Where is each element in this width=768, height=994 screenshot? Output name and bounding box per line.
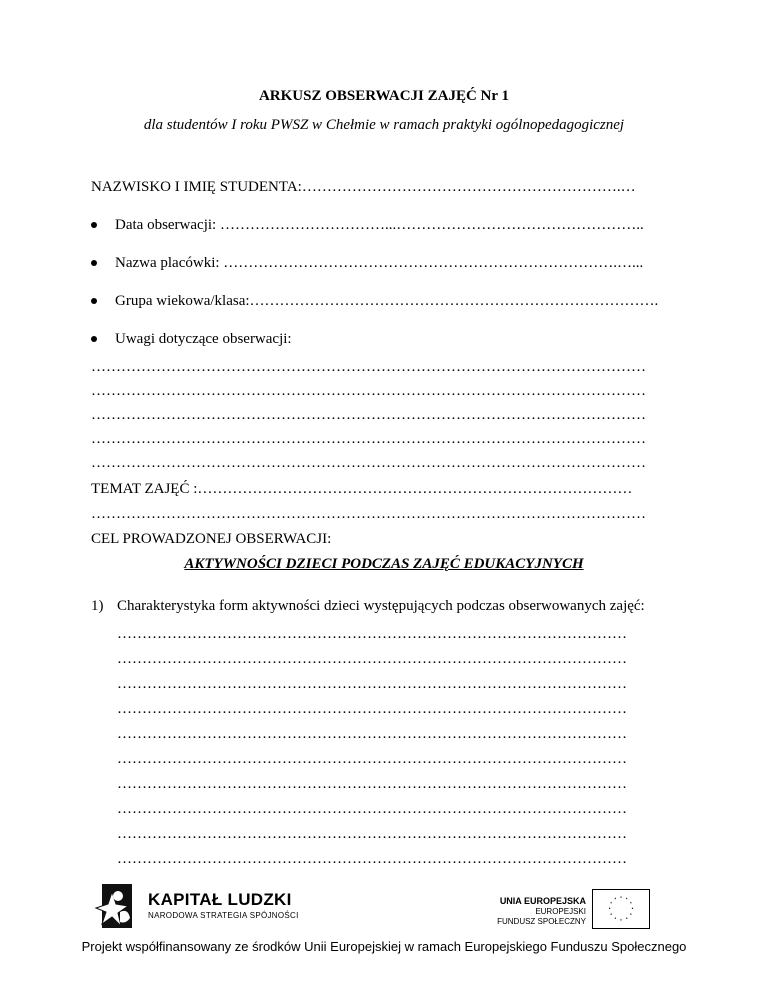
answer-line: ………………………………………………………………………………………… — [117, 726, 627, 742]
bullet-dot-icon — [91, 336, 97, 342]
bullet-row-date — [115, 216, 644, 234]
bullet-row-remarks — [115, 330, 292, 348]
topic-row — [91, 480, 632, 498]
facility-name-label: Nazwa placówki: — [115, 255, 220, 271]
bullet-dot-icon — [91, 298, 97, 304]
footer-caption: Projekt współfinansowany ze środków Unii Europejskiej w ramach Europejskiego Funduszu Społecznego — [81, 939, 687, 954]
bullet-dot-icon — [91, 260, 97, 266]
topic-field: …………………………………………………………………………… — [197, 481, 633, 497]
remarks-line: ………………………………………………………………………………………………… — [91, 383, 646, 399]
remarks-line: ………………………………………………………………………………………………… — [91, 431, 646, 447]
answer-line: ………………………………………………………………………………………… — [117, 626, 627, 642]
age-group-label: Grupa wiekowa/klasa: — [115, 293, 250, 309]
observation-date-field: ……………………………...………………………………………….. — [216, 217, 644, 233]
kapital-ludzki-subtitle: NARODOWA STRATEGIA SPÓJNOŚCI — [148, 911, 299, 920]
section-heading: AKTYWNOŚCI DZIECI PODCZAS ZAJĘĆ EDUKACYJNYCH — [184, 556, 584, 572]
remarks-line: ………………………………………………………………………………………………… — [91, 359, 646, 375]
answer-line: ………………………………………………………………………………………… — [117, 851, 627, 867]
answer-line: ………………………………………………………………………………………… — [117, 801, 627, 817]
bullet-dot-icon — [91, 222, 97, 228]
observation-date-label: Data obserwacji: — [115, 217, 217, 233]
kapital-ludzki-logo-icon — [94, 882, 154, 932]
answer-line: ………………………………………………………………………………………… — [117, 776, 627, 792]
remarks-line: ………………………………………………………………………………………………… — [91, 455, 646, 471]
remarks-label: Uwagi dotyczące obserwacji: — [115, 331, 292, 347]
topic-line-2: ………………………………………………………………………………………………… — [91, 506, 646, 522]
eu-text-block — [497, 896, 586, 927]
answer-line: ………………………………………………………………………………………… — [117, 651, 627, 667]
age-group-field: ………………………………………………………………………. — [249, 293, 659, 309]
item1-text: Charakterystyka form aktywności dzieci występujących podczas obserwowanych zajęć: — [117, 598, 645, 614]
answer-line: ………………………………………………………………………………………… — [117, 826, 627, 842]
item1-number: 1) — [91, 598, 104, 614]
document-title: ARKUSZ OBSERWACJI ZAJĘĆ Nr 1 — [258, 88, 510, 104]
student-name-field: ……………………………………………………….… — [301, 179, 636, 195]
answer-line: ………………………………………………………………………………………… — [117, 676, 627, 692]
bullet-row-facility — [115, 254, 643, 272]
kapital-ludzki-title: KAPITAŁ LUDZKI — [148, 890, 292, 909]
answer-line: ………………………………………………………………………………………… — [117, 701, 627, 717]
document-subtitle: dla studentów I roku PWSZ w Chełmie w ramach praktyki ogólnopedagogicznej — [143, 117, 625, 133]
eu-line-2: EUROPEJSKI — [535, 907, 586, 916]
student-name-label: NAZWISKO I IMIĘ STUDENTA: — [91, 179, 302, 195]
answer-line: ………………………………………………………………………………………… — [117, 751, 627, 767]
facility-name-field: …………………………………………………………………….…... — [219, 255, 644, 271]
goal-label: CEL PROWADZONEJ OBSERWACJI: — [91, 531, 332, 547]
eu-flag-icon — [592, 889, 650, 929]
bullet-row-group — [115, 292, 658, 310]
eu-title: UNIA EUROPEJSKA — [499, 896, 586, 906]
remarks-line: ………………………………………………………………………………………………… — [91, 407, 646, 423]
eu-line-3: FUNDUSZ SPOŁECZNY — [497, 917, 586, 926]
topic-label: TEMAT ZAJĘĆ : — [91, 481, 198, 497]
student-name-row — [91, 178, 636, 196]
